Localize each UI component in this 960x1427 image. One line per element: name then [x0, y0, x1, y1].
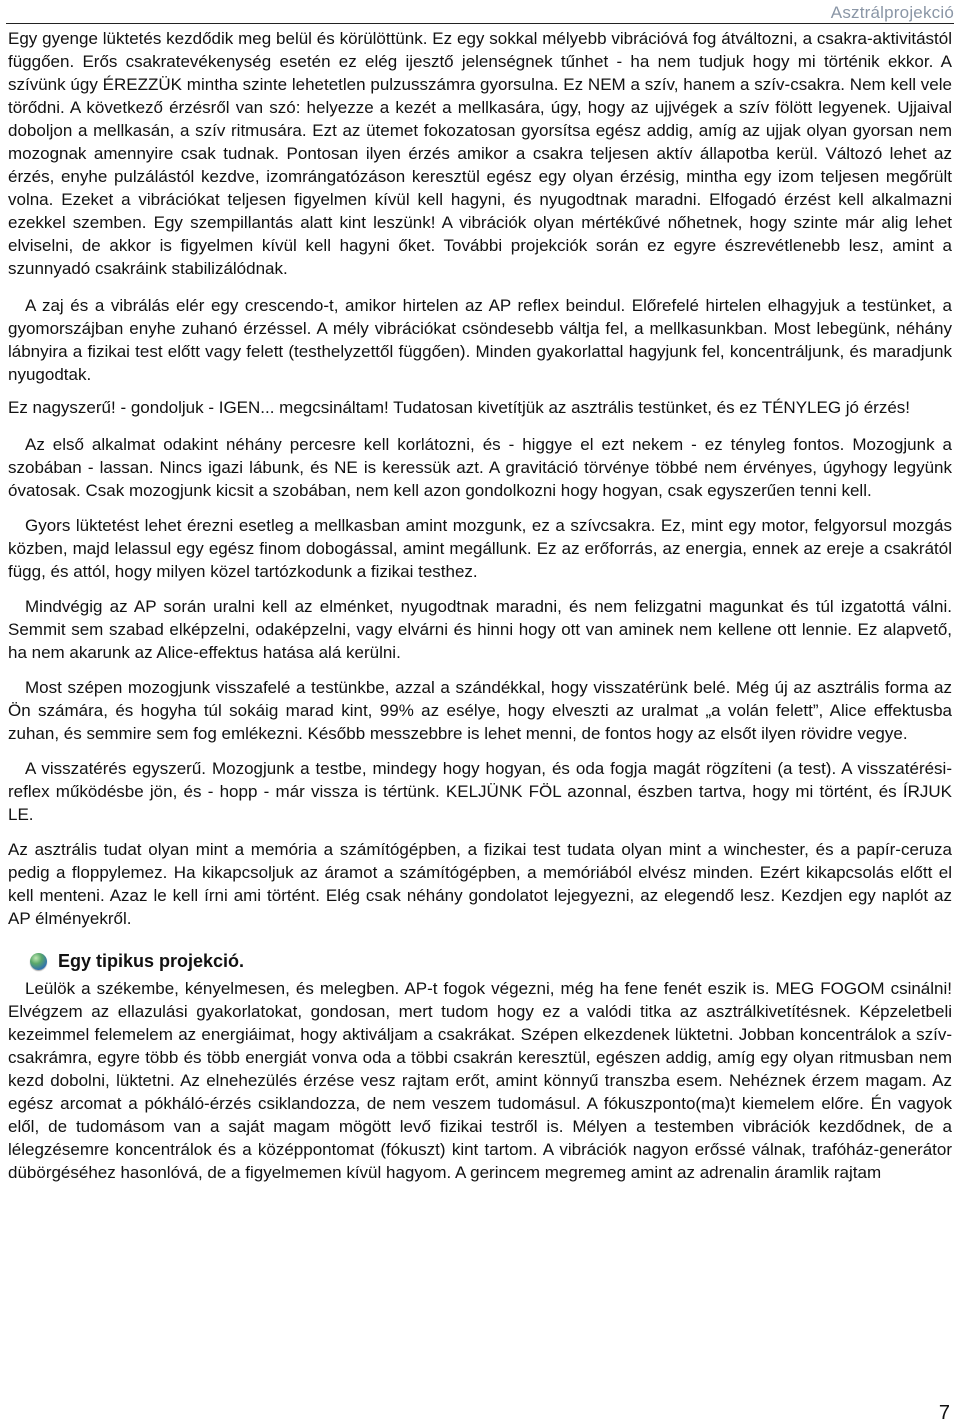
header-rule — [6, 23, 954, 24]
section-title: Egy tipikus projekció. — [58, 951, 245, 971]
paragraph-return: Most szépen mozogjunk visszafelé a testünkbe, azzal a szándékkal, hogy visszatérünk belé. Még új az asztrális forma az Ön számára, és hogyha túl sokáig marad kint, 99% az esélye, hogy elveszti az uralmat „a volán felett”, Alice effektusba zuhan, és semmire sem fog emlékezni. Később messzebbre is lehet menni, de fontos hogy az elsőt ilyen rövidre vegye. — [8, 678, 952, 743]
paragraph-exit: A zaj és a vibrálás elér egy crescendo-t, amikor hirtelen az AP reflex beindul. Előrefelé hirtelen elhagyjuk a testünket, a gyomorszájban enyhe zuhanó érzéssel. A mély vibrációkat csöndesebb váltja fel, a mellkasunkban. Most lebegünk, néhány lábnyira a fizikai test előtt vagy felett (testhelyzettől függően). Minden gyakorlattal hagyjunk fel, koncentráljunk, és maradjunk nyugodtak. — [8, 296, 952, 384]
paragraph-excitement: Ez nagyszerű! - gondoljuk - IGEN... megcsináltam! Tudatosan kivetítjük az asztrális testünket, és ez TÉNYLEG jó érzés! — [8, 398, 911, 417]
running-header-title: Asztrálprojekció — [830, 3, 954, 22]
globe-bullet-icon — [30, 953, 47, 970]
paragraph-memory-analogy: Az asztrális tudat olyan mint a memória a számítógépben, a fizikai test tudata olyan mint a winchester, és a papír-ceruza pedig a floppylemez. Ha kikapcsoljuk az áramot a számítógépben, a memóriából elvész minden. Ezért kikapcsolás előtt el kell menteni. Azaz le kell írni ami történt. Elég csak néhány gondolatot lejegyezni, az elegendő lesz. Kezdjen egy naplót az AP élményekről. — [8, 840, 952, 928]
paragraph-reentry: A visszatérés egyszerű. Mozogjunk a testbe, mindegy hogy hogyan, és oda fogja magát rögzíteni (a test). A visszatérési-reflex működésbe jön, és - hopp - már vissza is tértünk. KELJÜNK FÖL azonnal, észben tartva, hogy mi történt, és ÍRJUK LE. — [8, 759, 952, 824]
section-heading — [8, 950, 952, 973]
page-number: 7 — [938, 1402, 950, 1424]
paragraph-heart-chakra: Gyors lüktetést lehet érezni esetleg a mellkasban amint mozgunk, ez a szívcsakra. Ez, mint egy motor, felgyorsul mozgás közben, majd lelassul egy egész finom dobogással, amint megállunk. Ez az erőforrás, az energia, ennek az ereje a csakrától függ, és attól, hogy milyen közel tartózkodunk a fizikai testhez. — [8, 516, 952, 581]
page-body — [8, 27, 952, 1184]
paragraph-vibrations: Egy gyenge lüktetés kezdődik meg belül és körülöttünk. Ez egy sokkal mélyebb vibrációvá fog átváltozni, a csakra-aktivitástól függően. Erős csakratevékenység esetén ez elég ijesztő jelenségnek tűnhet - ha nem tudjuk hogy mi történik ekkor. A szívünk úgy ÉREZZÜK mintha szinte lehetetlen pulzusszámra gyorsulna. Ez NEM a szív, hanem a szív-csakra. Nem kell vele törődni. A következő érzésről van szó: helyezze a kezét a mellkasára, úgy, hogy az ujjvégek a szív fölött legyenek. Ujjaival doboljon a mellkasán, a szív ritmusára. Ezt az ütemet fokozatosan gyorsítsa egész addig, amíg az ujjak olyan gyorsan nem mozognak amennyire csak tudnak. Pontosan ilyen érzés amikor a csakra teljesen aktív állapotba kerül. Változó lehet az érzés, enyhe pulzálástól kezdve, izomrángatózáson keresztül egész egy olyan érzésig, mintha egy izom teljesen megőrült volna. Ezeket a vibrációkat teljesen figyelmen kívül kell hagyni, és nyugodtnak maradni. Elfogadó érzést kell alkalmazni ezekkel szemben. Egy szempillantás alatt kint leszünk! A vibrációk olyan mértékűvé nőhetnek, hogy szinte már alig lehet elviselni, de akkor is figyelmen kívül kell hagyni őket. További projekciók során ez egyre észrevétlenebb lesz, amint a szunnyadó csakráink stabilizálódnak. — [8, 29, 952, 278]
paragraph-calm-mind: Mindvégig az AP során uralni kell az elménket, nyugodtnak maradni, és nem felizgatni magunkat és túl izgatottá válni. Semmit sem szabad elképzelni, odaképzelni, vagy elvárni és hinni hogy ott van aminek nem kellene ott lennie. Ez alapvető, ha nem akarunk az Alice-effektus hatása alá kerülni. — [8, 597, 952, 662]
paragraph-typical-projection: Leülök a székembe, kényelmesen, és melegben. AP-t fogok végezni, még ha fene fenét eszik is. MEG FOGOM csinálni! Elvégzem az ellazulási gyakorlatokat, gondosan, mert tudom hogy ez a valódi titka az asztrálkivetítésnek. Képzeletbeli kezeimmel felemelem az energiáimat, hogy aktiváljam a csakrákat. Szépen elkezdenek lüktetni. Jobban koncentrálok a szív-csakrámra, egyre több és több energiát vonva oda a többi csakrán keresztül, egészen addig, amíg egy olyan ritmusban nem kezd dobolni, lüktetni. Az elnehezülés érzése vesz rajtam erőt, amint könnyű transzba esem. Nehéznek érzem magam. Az egész arcomat a pókháló-érzés csiklandozza, de nem veszem tudomásul. A fókuszponto(ma)t kiemelem előre. Én vagyok elől, de tudomásom van a saját magam mögött levő fizikai testről is. Mélyen a testemben vibrációk kezdődnek, de a lélegzésemre koncentrálok és a középpontomat (fókuszt) kint tartom. A vibrációk nagyon erőssé válnak, trafóház-generátor dübörgéséhez hasonlóvá, de a figyelmemen kívül hagyom. A gerincem megremeg amint az adrenalin áramlik rajtam — [8, 979, 952, 1182]
paragraph-first-time: Az első alkalmat odakint néhány percesre kell korlátozni, és - higgye el ezt nekem - ez tényleg fontos. Mozogjunk a szobában - lassan. Nincs igazi lábunk, és NE is keressük azt. A gravitáció törvénye többé nem érvényes, úgyhogy legyünk óvatosak. Csak mozogjunk kicsit a szobában, nem kell azon gondolkozni hogy hogyan, csak egyszerűen tenni kell. — [8, 435, 952, 500]
